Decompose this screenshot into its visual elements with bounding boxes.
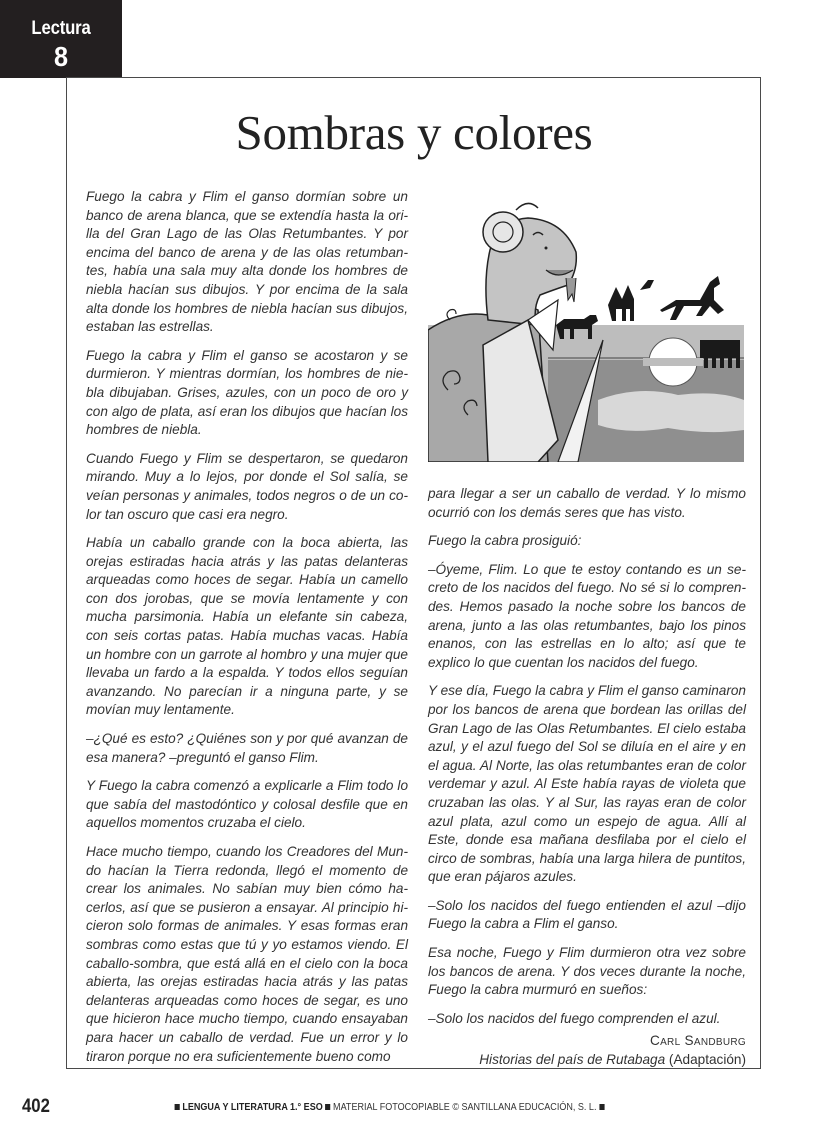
- paragraph: Fuego la cabra y Flim el ganso se acostaron y se durmieron. Y mientras dormían, los hombres de niebla dibujaban. Grises, azules, con un poco de oro y con algo de plata, así eran los dibujos que hacían los hombres de niebla.: [86, 347, 408, 438]
- paragraph: Había un caballo grande con la boca abierta, las orejas estiradas hacia atrás y las patas delanteras arqueadas como hoces de segar. Había un camello con dos jorobas, que se movía lentamente y con mucha parsimonia. Había un elefante sin cabeza, con seis cortas patas. Había muchas vacas. Había un hombre con un garrote al hombro y una mujer que llevaba un fardo a la espalda. Y todos ellos seguían avanzando. No parecían ir a ninguna parte, y se movían muy lentamente.: [86, 535, 408, 718]
- page-number: 402: [22, 1096, 50, 1117]
- paragraph: Fuego la cabra prosiguió:: [428, 533, 582, 549]
- source-title: Historias del país de Rutabaga: [479, 1052, 666, 1068]
- right-column: [428, 485, 746, 1070]
- paragraph: para llegar a ser un caballo de verdad. Y lo mismo ocurrió con los demás seres que has visto.: [428, 486, 746, 520]
- footer-book: LENGUA Y LITERATURA 1.° ESO: [182, 1101, 323, 1113]
- goat-illustration: [428, 190, 744, 462]
- source-note: (Adaptación): [668, 1052, 746, 1068]
- attribution: [428, 1032, 746, 1069]
- paragraph: –Óyeme, Flim. Lo que te estoy contando es un secreto de los nacidos del fuego. No sé si lo comprendes. Hemos pasado la noche sobre los bancos de arena, junto a las olas retumbantes, bajo los pinos enanos, con las estrellas en lo alto; así que te explico lo que cuentan los nacidos del fuego.: [428, 561, 746, 670]
- footer-credits: [172, 1101, 607, 1113]
- paragraph: Fuego la cabra y Flim el ganso dormían sobre un banco de arena blanca, que se extendía hasta la orilla del Gran Lago de las Olas Retumbantes. Y por encima del banco de arena y de las olas retumbantes, había una sala muy alta donde los hombres de niebla hacían sus dibujos. Y por encima de la sala alta donde los hombres de niebla hacían sus dibujos, estaban las estrellas.: [86, 189, 408, 335]
- reading-label: Lectura: [31, 18, 91, 39]
- reading-label-block: [0, 0, 122, 78]
- paragraph: Cuando Fuego y Flim se despertaron, se quedaron mirando. Muy a lo lejos, por donde el Sol salía, se veían personas y animales, todos negros o de un color tan oscuro que casi era negro.: [86, 450, 408, 522]
- square-bullet-icon: [325, 1104, 330, 1110]
- paragraph: Esa noche, Fuego y Flim durmieron otra vez sobre los bancos de arena. Y dos veces durante la noche, Fuego la cabra murmuró en sueños:: [428, 945, 746, 998]
- page-title: Sombras y colores: [235, 105, 593, 160]
- source-line: [428, 1051, 746, 1070]
- paragraph: Y Fuego la cabra comenzó a explicarle a Flim todo lo que sabía del mastodóntico y colosal desfile que en aquellos momentos cruzaba el cielo.: [86, 778, 408, 831]
- paragraph: –Solo los nacidos del fuego comprenden el azul.: [428, 1010, 721, 1026]
- footer-copyright: MATERIAL FOTOCOPIABLE © SANTILLANA EDUCACIÓN, S. L.: [333, 1101, 597, 1113]
- paragraph: Y ese día, Fuego la cabra y Flim el ganso caminaron por los bancos de arena que bordean las orillas del Gran Lago de las Olas Retumbantes. El cielo estaba azul, y el azul fuego del Sol se diluía en el aire y en el agua. Al Norte, las olas retumbantes eran de color verdemar y azul. Al Este había rayas de violeta que cruzaban las olas. Y al Sur, las rayas eran de color azul plata, azul como un espejo de agua. Allí al Este, donde esa mañana desfilaba por el cielo el circo de sombras, había una larga hilera de puntitos, que eran pájaros azules.: [428, 683, 746, 885]
- left-column: [86, 188, 408, 1076]
- square-bullet-icon: [175, 1104, 180, 1110]
- paragraph: Hace mucho tiempo, cuando los Creadores del Mundo hacían la Tierra redonda, llegó el momento de crear los animales. No sabían muy bien cómo hacerlos, así que se pusieron a ensayar. Al principio hicieron solo formas de animales. Y esas formas eran sombras como estas que tú y yo estamos viendo. El caballo-sombra, que está allá en el cielo con la boca abierta, las orejas estiradas hacia atrás y las patas delanteras arqueadas como hoces de segar, es uno que hicieron hace mucho tiempo, cuando ensayaban para hacer un caballo de verdad. Fue un error y lo tiraron porque no era suficientemente bueno como: [86, 844, 408, 1064]
- paragraph: –Solo los nacidos del fuego entienden el azul –dijo Fuego la cabra a Flim el ganso.: [428, 897, 746, 932]
- square-bullet-icon: [599, 1104, 604, 1110]
- author-name: Carl Sandburg: [649, 1033, 746, 1049]
- reading-number: 8: [53, 41, 69, 72]
- paragraph: –¿Qué es esto? ¿Quiénes son y por qué avanzan de esa manera? –preguntó el ganso Flim.: [86, 731, 408, 765]
